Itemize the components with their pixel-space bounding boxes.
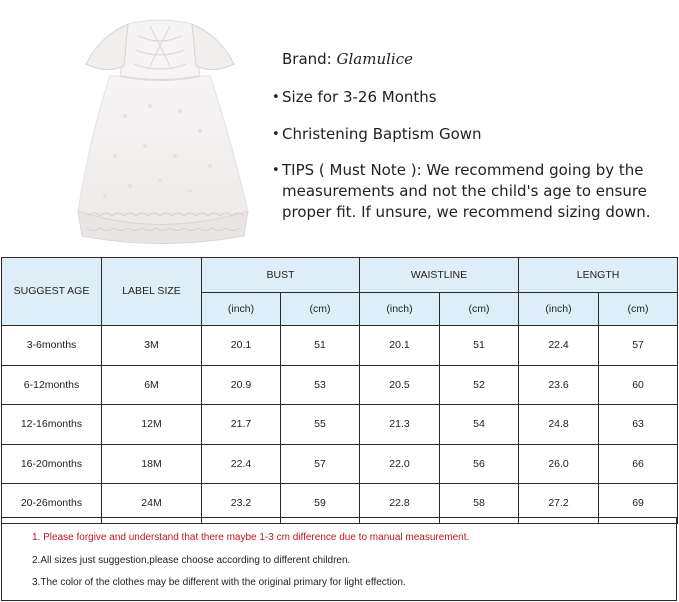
table-row: [2, 326, 678, 366]
table-cell: 51: [281, 326, 360, 366]
header-length: LENGTH: [519, 258, 678, 293]
dress-image: [50, 6, 270, 246]
table-cell: 66: [599, 444, 678, 484]
bullet-dot-icon: •: [272, 163, 280, 178]
table-cell: 20.1: [360, 326, 440, 366]
table-header-row: [2, 258, 678, 293]
table-row: [2, 405, 678, 445]
table-cell: 12-16months: [2, 405, 102, 445]
table-cell: 52: [440, 365, 519, 405]
table-cell: 54: [440, 405, 519, 445]
unit-cell: (cm): [599, 293, 678, 326]
bullet-dot-icon: •: [272, 127, 280, 142]
table-cell: 55: [281, 405, 360, 445]
table-cell: 60: [599, 365, 678, 405]
bullet-text: Size for 3-26 Months: [282, 88, 437, 106]
table-cell: 20.9: [202, 365, 281, 405]
note-measurement: 1. Please forgive and understand that there maybe 1-3 cm difference due to manual measurement.: [32, 532, 470, 543]
unit-cell: (cm): [281, 293, 360, 326]
header-suggest-age: SUGGEST AGE: [2, 258, 102, 326]
table-cell: 21.7: [202, 405, 281, 445]
table-row: [2, 444, 678, 484]
bullet-text: Christening Baptism Gown: [282, 125, 482, 143]
table-cell: 24M: [102, 484, 202, 524]
table-cell: 53: [281, 365, 360, 405]
note-color: 3.The color of the clothes may be different with the original primary for light effection.: [32, 577, 406, 588]
header-bust: BUST: [202, 258, 360, 293]
table-cell: 22.8: [360, 484, 440, 524]
table-cell: 26.0: [519, 444, 599, 484]
unit-cell: (inch): [519, 293, 599, 326]
size-chart-table: [1, 257, 678, 524]
table-cell: 21.3: [360, 405, 440, 445]
table-cell: 63: [599, 405, 678, 445]
table-cell: 59: [281, 484, 360, 524]
unit-cell: (cm): [440, 293, 519, 326]
table-cell: 6-12months: [2, 365, 102, 405]
table-cell: 6M: [102, 365, 202, 405]
unit-cell: (inch): [360, 293, 440, 326]
table-cell: 3-6months: [2, 326, 102, 366]
table-cell: 16-20months: [2, 444, 102, 484]
header-waistline: WAISTLINE: [360, 258, 519, 293]
table-cell: 3M: [102, 326, 202, 366]
table-cell: 56: [440, 444, 519, 484]
table-cell: 57: [281, 444, 360, 484]
unit-cell: (inch): [202, 293, 281, 326]
brand-line: [282, 50, 413, 68]
table-cell: 58: [440, 484, 519, 524]
brand-name: Glamulice: [336, 50, 413, 68]
table-cell: 18M: [102, 444, 202, 484]
table-cell: 22.4: [519, 326, 599, 366]
table-cell: 24.8: [519, 405, 599, 445]
header-label-size: LABEL SIZE: [102, 258, 202, 326]
table-cell: 23.2: [202, 484, 281, 524]
table-cell: 69: [599, 484, 678, 524]
table-cell: 22.0: [360, 444, 440, 484]
table-cell: 20-26months: [2, 484, 102, 524]
christening-gown-illustration: [50, 6, 270, 246]
bullet-text: TIPS ( Must Note ): We recommend going by the measurements and not the child's age to ensure proper fit. If unsure, we recommend sizing down.: [282, 161, 651, 221]
brand-label: Brand:: [282, 50, 332, 68]
note-suggestion: 2.All sizes just suggestion,please choose according to different children.: [32, 555, 351, 566]
table-cell: 57: [599, 326, 678, 366]
table-cell: 51: [440, 326, 519, 366]
table-cell: 12M: [102, 405, 202, 445]
table-row: [2, 365, 678, 405]
table-cell: 20.5: [360, 365, 440, 405]
bullet-dot-icon: •: [272, 90, 280, 105]
table-cell: 23.6: [519, 365, 599, 405]
table-cell: 22.4: [202, 444, 281, 484]
table-cell: 20.1: [202, 326, 281, 366]
table-cell: 27.2: [519, 484, 599, 524]
